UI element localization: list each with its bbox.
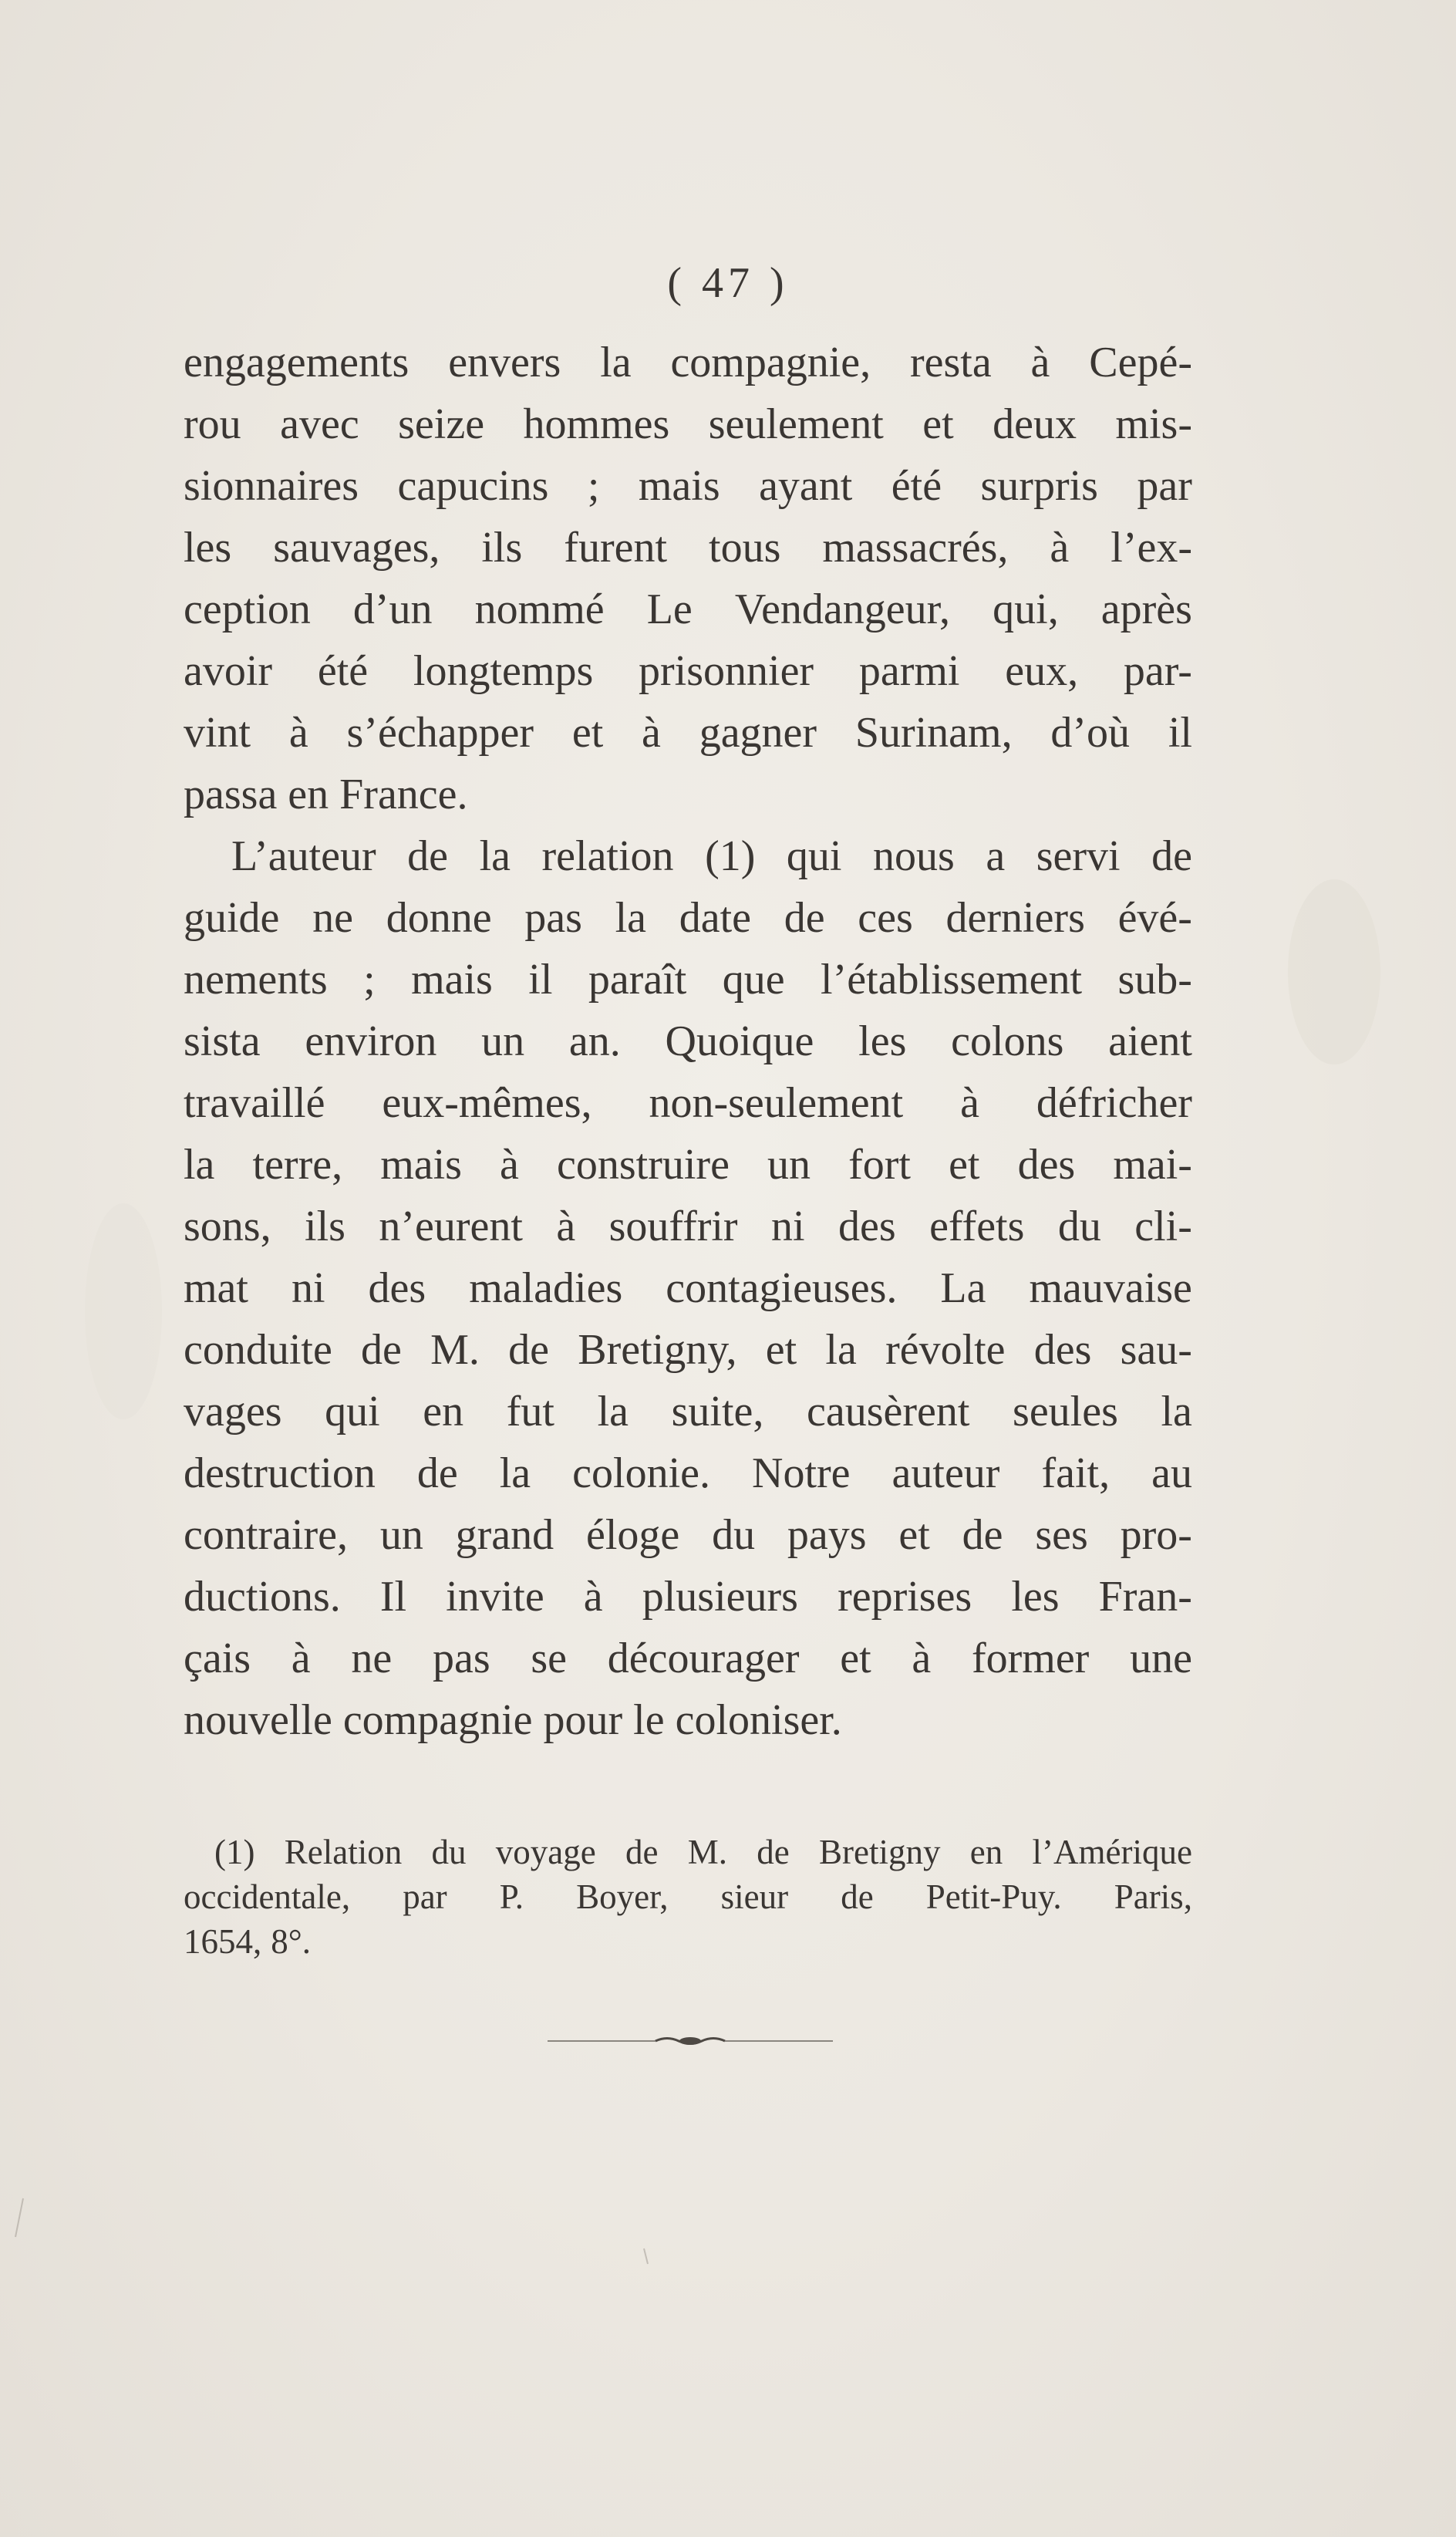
text-line: conduite de M. de Bretigny, et la révolte des sau- (184, 1326, 1192, 1374)
text-line: L’auteur de la relation (1) qui nous a servi de (231, 832, 1192, 880)
footnote (184, 1830, 1192, 1964)
text-line: ductions. Il invite à plusieurs reprises les Fran- (184, 1573, 1192, 1621)
text-line: nements ; mais il paraît que l’établissement sub- (184, 956, 1192, 1004)
text-line: vages qui en fut la suite, causèrent seules la (184, 1388, 1192, 1435)
text-line: avoir été longtemps prisonnier parmi eux, par- (184, 647, 1192, 695)
text-line: ception d’un nommé Le Vendangeur, qui, après (184, 585, 1192, 633)
text-line: destruction de la colonie. Notre auteur fait, au (184, 1449, 1192, 1497)
text-line: la terre, mais à construire un fort et des mai- (184, 1141, 1192, 1189)
text-line: vint à s’échapper et à gagner Surinam, d’où il (184, 709, 1192, 757)
footnote-line: occidentale, par P. Boyer, sieur de Petit-Puy. Paris, (184, 1877, 1192, 1916)
footnote-line: (1) Relation du voyage de M. de Bretigny en l’Amérique (214, 1833, 1192, 1871)
text-line: guide ne donne pas la date de ces derniers évé- (184, 894, 1192, 942)
text-line: sista environ un an. Quoique les colons aient (184, 1017, 1192, 1065)
text-line: sionnaires capucins ; mais ayant été surpris par (184, 462, 1192, 510)
text-line: travaillé eux-mêmes, non-seulement à défricher (184, 1079, 1192, 1127)
footnote-line: 1654, 8°. (184, 1922, 311, 1961)
text-line: sons, ils n’eurent à souffrir ni des effets du cli- (184, 1203, 1192, 1250)
text-line: rou avec seize hommes seulement et deux mis- (184, 400, 1192, 448)
ornamental-rule-icon (540, 2033, 848, 2049)
text-line: engagements envers la compagnie, resta à Cepé- (184, 339, 1192, 386)
text-line: contraire, un grand éloge du pays et de ses pro- (184, 1511, 1192, 1559)
text-line: nouvelle compagnie pour le coloniser. (184, 1696, 842, 1744)
page-number: ( 47 ) (667, 259, 789, 307)
text-line: passa en France. (184, 771, 468, 818)
text-line: les sauvages, ils furent tous massacrés, à l’ex- (184, 524, 1192, 572)
text-line: çais à ne pas se décourager et à former une (184, 1635, 1192, 1682)
text-line: mat ni des maladies contagieuses. La mauvaise (184, 1264, 1192, 1312)
body-text (184, 332, 1192, 1751)
